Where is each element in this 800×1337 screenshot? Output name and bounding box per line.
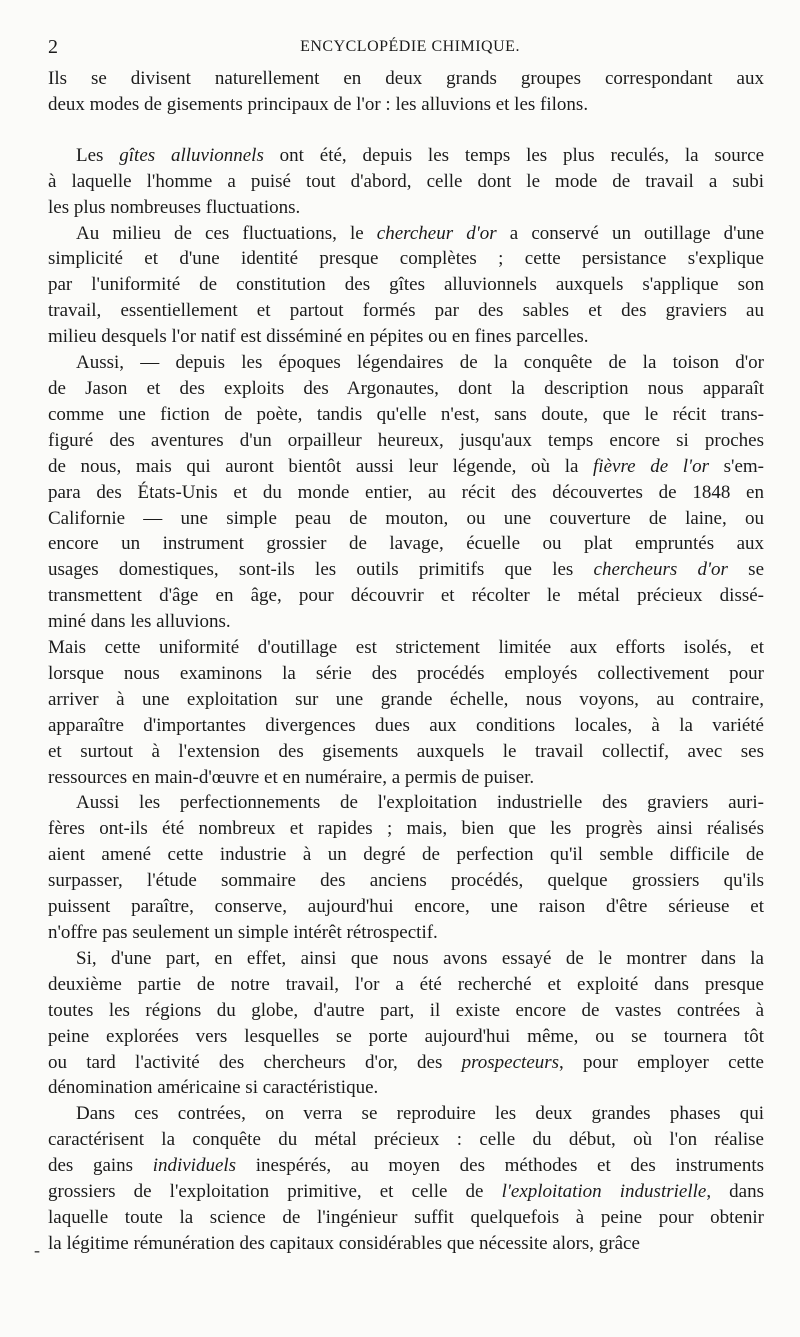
text-run: n'offre pas seulement un simple intérêt rétrospectif. — [48, 922, 438, 943]
text-run: Aussi, — depuis les époques légendaires de la conquête de la toison d'or — [76, 352, 764, 374]
text-run: travail, essentiellement et partout formés par des sables et des graviers au — [48, 300, 764, 322]
text-line — [48, 169, 764, 195]
text-line — [48, 221, 764, 247]
body-text — [48, 66, 764, 1257]
text-run: des gains — [48, 1155, 153, 1177]
page-number: 2 — [48, 36, 58, 58]
text-run: peine explorées vers lesquelles se porte aujourd'hui même, ou se tournera tôt — [48, 1025, 764, 1047]
text-run: Les — [76, 144, 120, 166]
text-line — [48, 713, 764, 739]
text-line — [48, 972, 764, 998]
text-line — [48, 1179, 764, 1205]
text-run: milieu desquels l'or natif est disséminé en pépites ou en fines parcelles. — [48, 326, 589, 348]
text-line — [48, 583, 764, 609]
text-run: para des États-Unis et du monde entier, au récit des découvertes de 1848 en — [48, 481, 764, 503]
text-line — [48, 1075, 764, 1101]
text-run: et surtout à l'extension des gisements auxquels le travail collectif, avec ses — [48, 740, 764, 762]
text-run: toutes les régions du globe, d'autre part, il existe encore de vastes contrées à — [48, 999, 764, 1021]
text-line — [48, 998, 764, 1024]
text-run: de Jason et des exploits des Argonautes, dont la description nous apparaît — [48, 377, 764, 399]
text-line — [48, 842, 764, 868]
text-line — [48, 143, 764, 169]
text-line — [48, 298, 764, 324]
text-run: Mais cette uniformité d'outillage est strictement limitée aux efforts isolés, et — [48, 637, 764, 659]
text-run: transmettent d'âge en âge, pour découvrir et récolter le métal précieux dissé- — [48, 585, 764, 607]
text-line — [48, 739, 764, 765]
text-run: de nous, mais qui auront bientôt aussi leur légende, où la — [48, 455, 594, 477]
text-line — [48, 868, 764, 894]
text-line — [48, 894, 764, 920]
italic-text: gîtes alluvionnels — [119, 144, 264, 166]
italic-text: individuels — [152, 1155, 237, 1177]
paragraph — [48, 1101, 764, 1256]
text-run: caractérisent la conquête du métal précieux : celle du début, où l'on réalise — [48, 1129, 764, 1151]
text-line — [48, 557, 764, 583]
text-line — [48, 946, 764, 972]
paragraph — [48, 350, 764, 635]
text-run: s'em- — [709, 455, 764, 477]
text-line — [48, 1050, 764, 1076]
text-run: la légitime rémunération des capitaux considérables que nécessite alors, grâce — [48, 1232, 640, 1254]
text-run: aient amené cette industrie à un degré de perfection qu'il semble difficile de — [48, 844, 764, 866]
text-run: surpasser, l'étude sommaire des anciens procédés, quelque grossiers qu'ils — [48, 870, 764, 892]
text-run: inespérés, au moyen des méthodes et des instruments — [236, 1155, 765, 1177]
text-run: encore un instrument grossier de lavage, écuelle ou plat empruntés aux — [48, 533, 764, 555]
text-line — [48, 1231, 764, 1257]
text-run: laquelle toute la science de l'ingénieur suffit quelquefois à peine pour obtenir — [48, 1206, 764, 1228]
italic-text: prospecteurs — [461, 1051, 560, 1073]
running-head: ENCYCLOPÉDIE CHIMIQUE. — [300, 38, 520, 55]
text-run: se — [727, 559, 764, 581]
italic-text: l'exploitation industrielle — [501, 1181, 707, 1203]
text-line — [48, 1205, 764, 1231]
paragraph — [48, 790, 764, 945]
text-run: fères ont-ils été nombreux et rapides ; mais, bien que les progrès ainsi réalisés — [48, 818, 764, 840]
text-line — [48, 246, 764, 272]
text-run: Au milieu de ces fluctuations, le — [76, 222, 377, 244]
text-run: arriver à une exploitation sur une grande échelle, nous voyons, au contraire, — [48, 688, 764, 710]
text-run: les plus nombreuses fluctuations. — [48, 196, 301, 218]
paragraph — [48, 946, 764, 1101]
margin-mark: - — [34, 1240, 40, 1260]
text-line — [48, 1101, 764, 1127]
italic-text: fièvre de l'or — [593, 455, 710, 477]
text-run: puissent paraître, conserve, aujourd'hui encore, une raison d'être sérieuse et — [48, 896, 764, 918]
text-run: dénomination américaine si caractéristique. — [48, 1077, 379, 1099]
text-line — [48, 376, 764, 402]
text-run: Californie — une simple peau de mouton, ou une couverture de laine, ou — [48, 507, 764, 529]
italic-text: chercheurs d'or — [593, 559, 728, 581]
text-run: Ils se divisent naturellement en deux grands groupes correspondant aux — [48, 68, 764, 89]
text-line — [48, 609, 764, 635]
text-line — [48, 920, 764, 946]
text-run: , pour employer cette — [559, 1051, 764, 1073]
text-line — [48, 687, 764, 713]
text-line — [48, 402, 764, 428]
paragraph — [48, 66, 764, 118]
text-run: Si, d'une part, en effet, ainsi que nous avons essayé de le montrer dans la — [76, 947, 764, 969]
text-run: figuré des aventures d'un orpailleur heureux, jusqu'aux temps encore si proches — [48, 429, 764, 451]
text-line — [48, 661, 764, 687]
text-run: comme une fiction de poète, tandis qu'elle n'est, sans doute, que le récit trans- — [48, 403, 764, 425]
text-run: grossiers de l'exploitation primitive, et celle de — [48, 1181, 502, 1203]
text-line — [48, 531, 764, 557]
text-run: deuxième partie de notre travail, l'or a été recherché et exploité dans presque — [48, 973, 764, 995]
text-run: deux modes de gisements principaux de l'or : les alluvions et les filons. — [48, 93, 589, 115]
text-line — [48, 635, 764, 661]
text-line — [48, 480, 764, 506]
text-run: Dans ces contrées, on verra se reproduire les deux grandes phases qui — [76, 1103, 764, 1125]
text-line — [48, 1127, 764, 1153]
text-run: simplicité et d'une identité presque complètes ; cette persistance s'explique — [48, 248, 764, 270]
text-line — [48, 816, 764, 842]
text-run: apparaître d'importantes divergences dues aux conditions locales, à la variété — [48, 714, 764, 736]
text-line — [48, 765, 764, 791]
text-run: Aussi les perfectionnements de l'exploitation industrielle des graviers auri- — [76, 792, 764, 814]
italic-text: chercheur d'or — [376, 222, 497, 244]
text-line — [48, 272, 764, 298]
text-run: lorsque nous examinons la série des procédés employés collectivement pour — [48, 662, 764, 684]
text-line — [48, 1153, 764, 1179]
paragraph — [48, 143, 764, 221]
text-line — [48, 324, 764, 350]
text-line — [48, 454, 764, 480]
text-run: ont été, depuis les temps les plus reculés, la source — [263, 144, 764, 166]
text-line — [48, 790, 764, 816]
text-run: , dans — [706, 1181, 765, 1203]
text-line — [48, 506, 764, 532]
text-line — [48, 1024, 764, 1050]
text-line — [48, 92, 764, 118]
text-line — [48, 350, 764, 376]
page-header — [48, 36, 764, 62]
text-line — [48, 195, 764, 221]
text-run: miné dans les alluvions. — [48, 611, 231, 633]
text-line — [48, 66, 764, 92]
paragraph — [48, 221, 764, 351]
text-run: ou tard l'activité des chercheurs d'or, des — [48, 1051, 462, 1073]
text-run: par l'uniformité de constitution des gîtes alluvionnels auxquels s'applique son — [48, 274, 764, 296]
text-run: usages domestiques, sont-ils les outils primitifs que les — [48, 559, 594, 581]
paragraph — [48, 635, 764, 790]
text-line — [48, 428, 764, 454]
text-run: ressources en main-d'œuvre et en numéraire, a permis de puiser. — [48, 766, 535, 788]
text-run: a conservé un outillage d'une — [496, 222, 764, 244]
text-run: à laquelle l'homme a puisé tout d'abord, celle dont le mode de travail a subi — [48, 170, 764, 192]
